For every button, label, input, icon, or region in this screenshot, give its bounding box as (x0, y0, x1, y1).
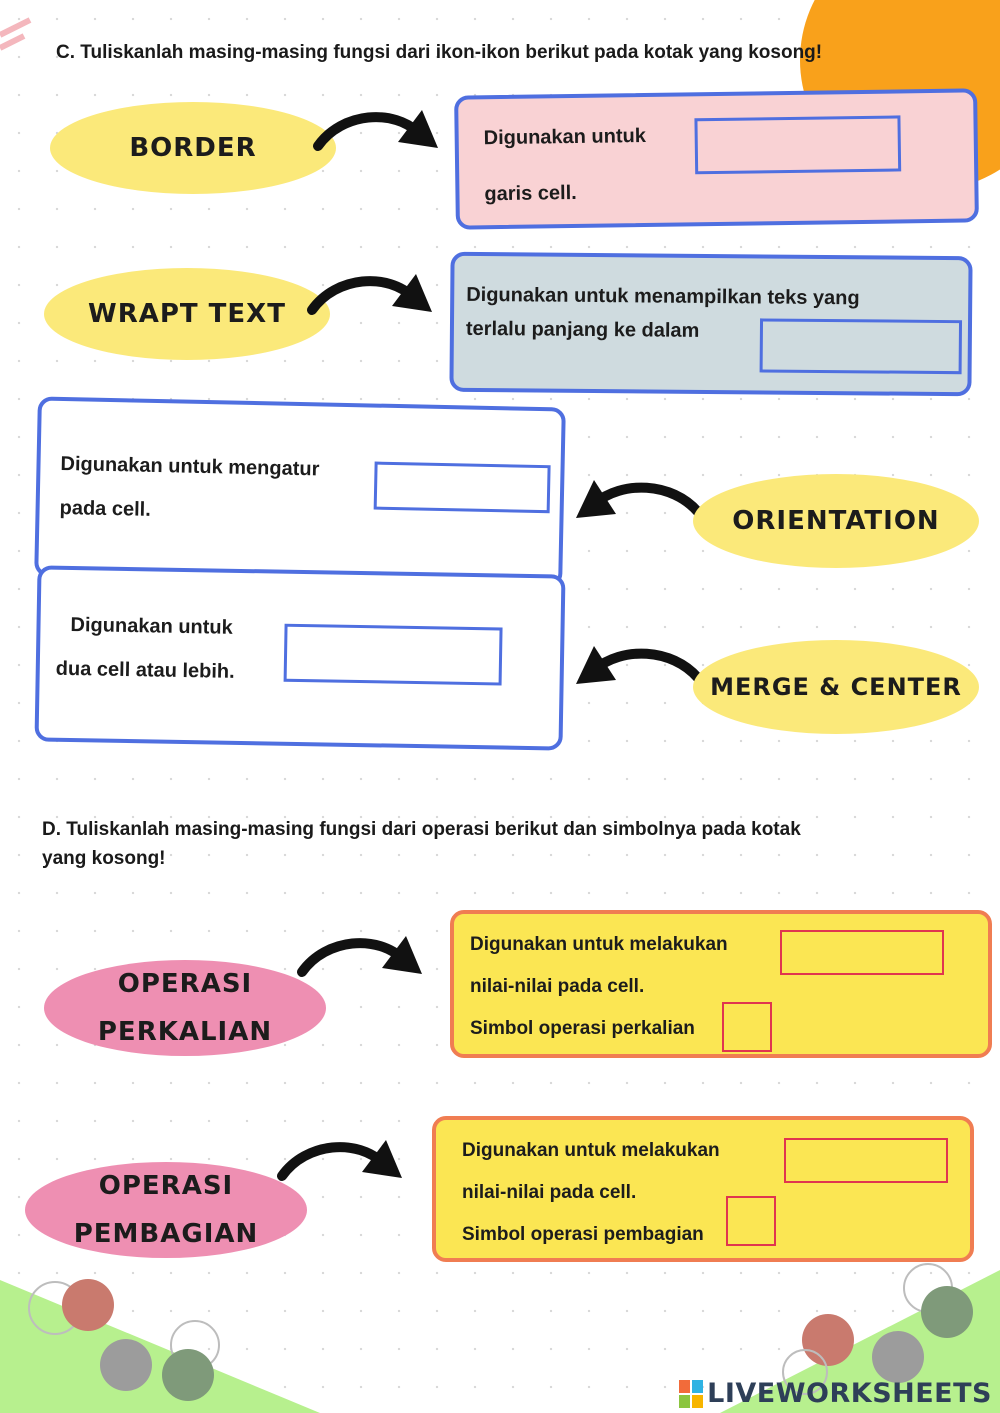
icon-label-orientation: ORIENTATION (693, 474, 979, 568)
arrow-right-icon (276, 1132, 408, 1190)
icon-label-line1: OPERASI (117, 969, 253, 999)
card-text-line2: nilai-nilai pada cell. (470, 976, 645, 997)
card-text-line2: pada cell. (59, 496, 151, 521)
icon-label-wrapt-text: WRAPT TEXT (44, 268, 330, 360)
icon-label-merge-center: MERGE & CENTER (693, 640, 979, 734)
card-text-line3: Simbol operasi perkalian (470, 1018, 695, 1039)
answer-blank-perkalian-symbol[interactable] (722, 1002, 772, 1052)
card-text-line2: dua cell atau lebih. (55, 657, 235, 683)
answer-card-operasi-pembagian (432, 1116, 974, 1262)
answer-blank-merge-center[interactable] (284, 624, 503, 686)
card-text-line2: terlalu panjang ke dalam (465, 317, 700, 342)
answer-card-orientation (34, 396, 566, 587)
card-text-line1: Digunakan untuk menampilkan teks yang (466, 283, 860, 310)
card-text-line1: Digunakan untuk melakukan (470, 934, 728, 955)
section-d-title-line1: D. Tuliskanlah masing-masing fungsi dari operasi berikut dan simbolnya pada kotak (42, 819, 801, 840)
arrow-left-icon (572, 638, 704, 696)
answer-blank-pembagian-symbol[interactable] (726, 1196, 776, 1246)
answer-card-wrapt-text (449, 252, 972, 397)
icon-label-operasi-perkalian (44, 960, 326, 1056)
arrow-right-icon (296, 928, 428, 986)
answer-card-operasi-perkalian (450, 910, 992, 1058)
answer-card-merge-center (35, 565, 566, 750)
live-badge-icon (679, 1380, 703, 1408)
arrow-right-icon (312, 102, 444, 160)
answer-blank-orientation[interactable] (374, 462, 551, 514)
icon-label-line2: PERKALIAN (97, 1017, 273, 1047)
card-text-line1: Digunakan untuk (483, 124, 647, 150)
icon-label-border: BORDER (50, 102, 336, 194)
card-text-line2: garis cell. (484, 181, 577, 206)
answer-blank-pembagian-function[interactable] (784, 1138, 948, 1183)
card-text-line1: Digunakan untuk mengatur (60, 452, 320, 481)
section-c-title: C. Tuliskanlah masing-masing fungsi dari ikon-ikon berikut pada kotak yang kosong! (56, 42, 823, 63)
arrow-left-icon (572, 472, 704, 530)
liveworksheets-logo (679, 1378, 992, 1409)
answer-blank-border[interactable] (694, 115, 901, 174)
answer-blank-perkalian-function[interactable] (780, 930, 944, 975)
section-d-title-line2: yang kosong! (42, 848, 166, 869)
section-d-title (42, 815, 801, 873)
arrow-right-icon (306, 266, 438, 324)
card-text-line1: Digunakan untuk (70, 613, 233, 639)
answer-blank-wrapt-text[interactable] (760, 318, 962, 374)
icon-label-line1: OPERASI (98, 1171, 234, 1201)
card-text-line3: Simbol operasi pembagian (462, 1224, 704, 1245)
card-text-line2: nilai-nilai pada cell. (462, 1182, 637, 1203)
icon-label-operasi-pembagian (25, 1162, 307, 1258)
brand-name: LIVEWORKSHEETS (707, 1378, 992, 1409)
answer-card-border (454, 88, 979, 229)
icon-label-line2: PEMBAGIAN (73, 1219, 259, 1249)
card-text-line1: Digunakan untuk melakukan (462, 1140, 720, 1161)
